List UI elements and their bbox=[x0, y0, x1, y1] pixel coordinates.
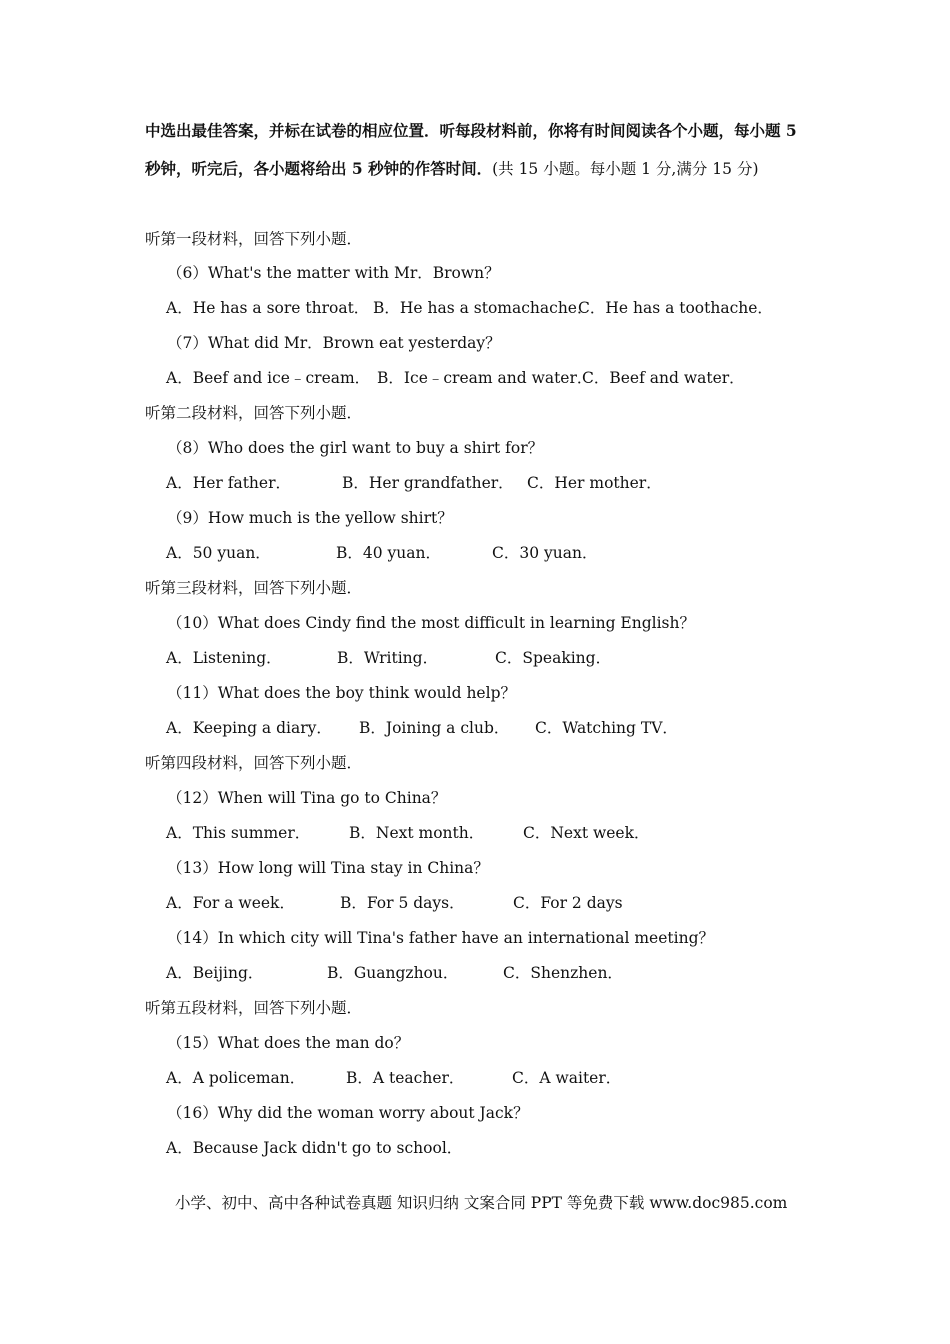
question: （14）In which city will Tina's father have an international meeting？ bbox=[167, 929, 714, 947]
options-row bbox=[166, 1068, 806, 1088]
section-title: 听第二段材料，回答下列小题． bbox=[145, 404, 363, 422]
question: （7）What did Mr．Brown eat yesterday？ bbox=[167, 334, 501, 352]
options-row bbox=[166, 718, 806, 738]
options-row bbox=[166, 543, 806, 563]
options-row bbox=[166, 298, 806, 318]
option-c: C．30 yuan． bbox=[492, 544, 598, 562]
section-title: 听第四段材料，回答下列小题． bbox=[145, 754, 363, 772]
option-b: B．40 yuan． bbox=[336, 544, 442, 562]
options-row bbox=[166, 1138, 806, 1158]
option-a: A．A policeman． bbox=[166, 1069, 306, 1087]
option-b: B．A teacher． bbox=[346, 1069, 465, 1087]
instructions-bold: 中选出最佳答案，并标在试卷的相应位置．听每段材料前，你将有时间阅读各个小题，每小题 5 秒钟，听完后，各小题将给出 5 秒钟的作答时间． bbox=[145, 121, 797, 178]
option-b: B．He has a stomachache． bbox=[373, 299, 593, 317]
option-b: B．For 5 days． bbox=[340, 894, 465, 912]
question: （9）How much is the yellow shirt？ bbox=[167, 509, 453, 527]
option-b: B．Guangzhou． bbox=[327, 964, 459, 982]
options-row bbox=[166, 823, 806, 843]
option-a: A．Beijing． bbox=[166, 964, 264, 982]
option-c: C．Watching TV． bbox=[535, 719, 678, 737]
option-c: C．Shenzhen． bbox=[503, 964, 623, 982]
page-footer: 小学、初中、高中各种试卷真题 知识归纳 文案合同 PPT 等免费下载 www.doc985.com bbox=[175, 1194, 788, 1212]
section-title: 听第五段材料，回答下列小题． bbox=[145, 999, 363, 1017]
option-a: A．Her father． bbox=[166, 474, 291, 492]
option-c: C．He has a toothache． bbox=[578, 299, 773, 317]
options-row bbox=[166, 893, 806, 913]
option-b: B．Next month． bbox=[349, 824, 485, 842]
instructions-paragraph bbox=[145, 112, 815, 188]
options-row bbox=[166, 368, 806, 388]
option-c: C．A waiter． bbox=[512, 1069, 622, 1087]
question: （16）Why did the woman worry about Jack？ bbox=[167, 1104, 529, 1122]
option-a: A．Listening． bbox=[166, 649, 282, 667]
option-a: A．Keeping a diary． bbox=[166, 719, 332, 737]
question: （6）What's the matter with Mr．Brown？ bbox=[167, 264, 500, 282]
option-b: B．Writing． bbox=[337, 649, 439, 667]
question: （10）What does Cindy find the most difficult in learning English？ bbox=[167, 614, 695, 632]
option-a: A．Because Jack didn't go to school． bbox=[166, 1139, 463, 1157]
option-c: C．Speaking． bbox=[495, 649, 612, 667]
instructions-scoring: (共 15 小题。每小题 1 分,满分 15 分) bbox=[492, 160, 759, 178]
question: （13）How long will Tina stay in China？ bbox=[167, 859, 489, 877]
option-c: C．Her mother． bbox=[527, 474, 662, 492]
option-a: A．He has a sore throat． bbox=[166, 299, 370, 317]
option-a: A．This summer． bbox=[166, 824, 311, 842]
section-title: 听第一段材料，回答下列小题． bbox=[145, 230, 363, 248]
option-c: C．For 2 days bbox=[513, 894, 623, 912]
section-title: 听第三段材料，回答下列小题． bbox=[145, 579, 363, 597]
question: （15）What does the man do？ bbox=[167, 1034, 410, 1052]
option-a: A．Beef and ice﹣cream． bbox=[166, 369, 371, 387]
option-c: C．Beef and water． bbox=[582, 369, 745, 387]
question: （12）When will Tina go to China？ bbox=[167, 789, 447, 807]
option-a: A．50 yuan． bbox=[166, 544, 271, 562]
options-row bbox=[166, 648, 806, 668]
options-row bbox=[166, 963, 806, 983]
option-c: C．Next week． bbox=[523, 824, 650, 842]
question: （8）Who does the girl want to buy a shirt for？ bbox=[167, 439, 544, 457]
question: （11）What does the boy think would help？ bbox=[167, 684, 516, 702]
option-b: B．Ice﹣cream and water． bbox=[377, 369, 593, 387]
option-b: B．Her grandfather． bbox=[342, 474, 514, 492]
option-b: B．Joining a club． bbox=[359, 719, 510, 737]
option-a: A．For a week． bbox=[166, 894, 295, 912]
options-row bbox=[166, 473, 806, 493]
